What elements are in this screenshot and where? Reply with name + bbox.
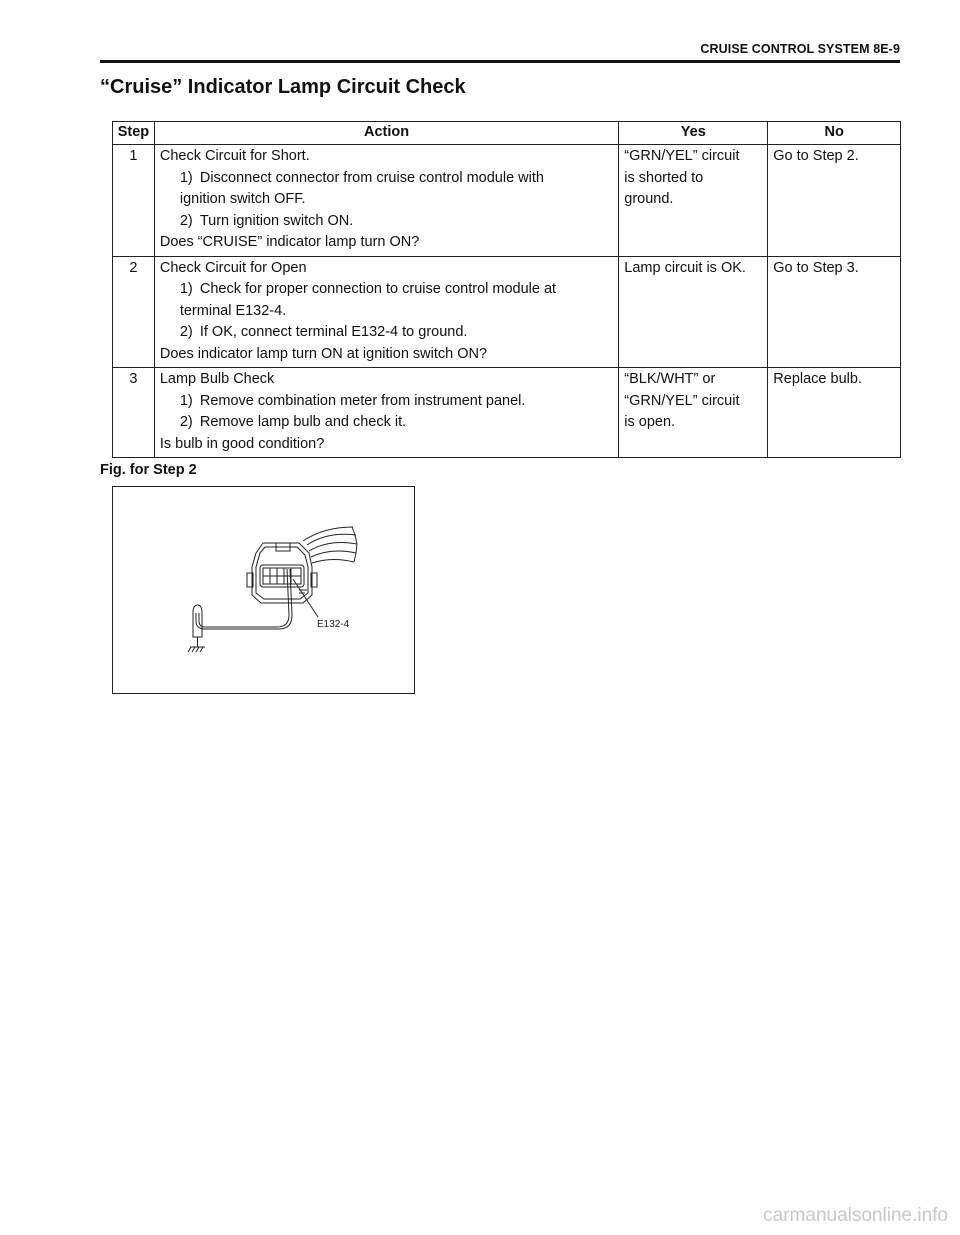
yes-text: is open. bbox=[624, 414, 676, 430]
no-cell bbox=[768, 256, 901, 368]
substep-text: If OK, connect terminal E132-4 to ground. bbox=[199, 324, 468, 340]
substep bbox=[160, 322, 613, 344]
header-no: No bbox=[768, 122, 901, 145]
step-number: 1 bbox=[113, 145, 155, 257]
substep-number: 2) bbox=[179, 324, 193, 340]
header-action: Action bbox=[154, 122, 618, 145]
action-cell bbox=[154, 145, 618, 257]
page-header bbox=[100, 40, 900, 63]
action-question: Is bulb in good condition? bbox=[159, 435, 325, 452]
substep-text: Turn ignition switch ON. bbox=[199, 212, 354, 229]
yes-text: ground. bbox=[624, 191, 674, 207]
yes-text: “GRN/YEL” circuit bbox=[624, 392, 740, 409]
no-text: Go to Step 3. bbox=[773, 259, 859, 276]
yes-text: “BLK/WHT” or bbox=[624, 371, 716, 387]
yes-cell bbox=[619, 368, 768, 458]
action-cell bbox=[154, 368, 618, 458]
section-title: “Cruise” Indicator Lamp Circuit Check bbox=[100, 76, 466, 98]
yes-text: is shorted to bbox=[624, 169, 704, 186]
substep-number: 1) bbox=[179, 169, 193, 186]
no-text: Replace bulb. bbox=[773, 371, 862, 387]
step-number: 3 bbox=[113, 368, 155, 458]
action-question: Does “CRUISE” indicator lamp turn ON? bbox=[159, 234, 420, 250]
table-row bbox=[113, 145, 901, 257]
figure-title: Fig. for Step 2 bbox=[100, 462, 197, 478]
no-text: Go to Step 2. bbox=[773, 148, 859, 164]
yes-text: “GRN/YEL” circuit bbox=[624, 148, 740, 164]
yes-text: Lamp circuit is OK. bbox=[624, 259, 746, 276]
substep bbox=[160, 211, 613, 233]
action-cell bbox=[154, 256, 618, 368]
substep-continuation: terminal E132-4. bbox=[179, 302, 287, 319]
substep bbox=[160, 279, 613, 301]
action-title: Check Circuit for Short. bbox=[159, 148, 310, 164]
action-question: Does indicator lamp turn ON at ignition switch ON? bbox=[159, 345, 488, 362]
substep bbox=[160, 391, 613, 413]
header-step: Step bbox=[113, 122, 155, 145]
substep-number: 1) bbox=[179, 281, 193, 297]
connector-figure bbox=[112, 486, 415, 694]
watermark: carmanualsonline.info bbox=[763, 1205, 948, 1226]
substep-number: 2) bbox=[179, 414, 193, 430]
action-title: Check Circuit for Open bbox=[159, 259, 307, 276]
yes-cell bbox=[619, 256, 768, 368]
terminal-label: E132-4 bbox=[317, 619, 350, 630]
substep-text: Disconnect connector from cruise control module with bbox=[199, 169, 544, 186]
table-row bbox=[113, 256, 901, 368]
substep bbox=[160, 412, 613, 434]
substep-text: Remove combination meter from instrument panel. bbox=[199, 392, 526, 409]
connector-illustration bbox=[113, 487, 414, 693]
wire-harness-icon bbox=[303, 527, 357, 563]
substep-continuation: ignition switch OFF. bbox=[179, 191, 306, 207]
step-number: 2 bbox=[113, 256, 155, 368]
no-cell bbox=[768, 368, 901, 458]
substep-text: Check for proper connection to cruise control module at bbox=[199, 281, 557, 297]
leader-line bbox=[293, 579, 318, 617]
connector-icon bbox=[247, 543, 317, 603]
no-cell bbox=[768, 145, 901, 257]
header-yes: Yes bbox=[619, 122, 768, 145]
substep-number: 2) bbox=[179, 212, 193, 229]
yes-cell bbox=[619, 145, 768, 257]
table-row bbox=[113, 368, 901, 458]
ground-symbol-icon bbox=[188, 647, 205, 652]
action-title: Lamp Bulb Check bbox=[159, 371, 275, 387]
diagnostic-table bbox=[112, 121, 901, 458]
substep bbox=[160, 168, 613, 190]
running-title: CRUISE CONTROL SYSTEM 8E-9 bbox=[700, 42, 900, 56]
substep-number: 1) bbox=[179, 392, 193, 409]
substep-text: Remove lamp bulb and check it. bbox=[199, 414, 407, 430]
table-header-row bbox=[113, 122, 901, 145]
